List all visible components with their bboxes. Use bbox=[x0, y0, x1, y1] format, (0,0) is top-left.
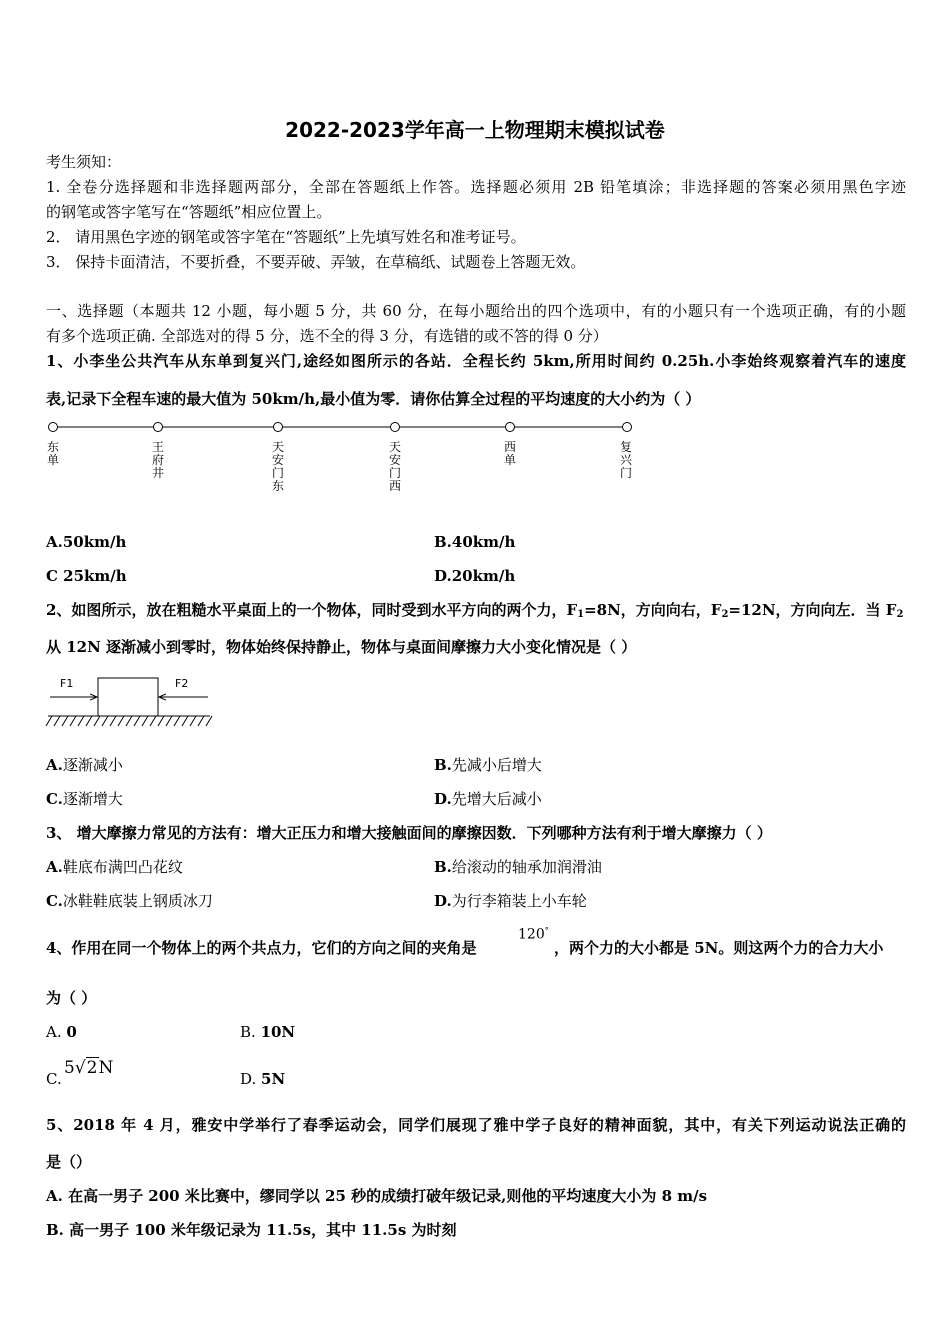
q2-stem-line-2: 从 12N 逐渐减小到零时，物体始终保持静止，物体与桌面间摩擦力大小变化情况是（ ） bbox=[46, 638, 637, 656]
station-label-dongdan: 东单 bbox=[47, 440, 60, 467]
q4-option-a: A. 0 bbox=[46, 1023, 77, 1041]
station-label-tiananmen-west: 天安门西 bbox=[389, 440, 402, 493]
q1-option-d: D.20km/h bbox=[434, 567, 516, 585]
station-label-fuxingmen: 复兴门 bbox=[620, 440, 633, 480]
station-marker bbox=[154, 423, 163, 432]
section-heading-line-1: 一、选择题（本题共 12 小题，每小题 5 分，共 60 分，在每小题给出的四个选项中，有的小题只有一个选项正确，有的小题 bbox=[46, 302, 906, 320]
q5-stem-line-2: 是（） bbox=[46, 1153, 92, 1171]
q4-stem-line-1-start: 4、作用在同一个物体上的两个共点力，它们的方向之间的夹角是 bbox=[46, 939, 477, 957]
station-marker bbox=[391, 423, 400, 432]
q5-stem-line-1: 5、2018 年 4 月，雅安中学举行了春季运动会，同学们展现了雅中学子良好的精神面貌，其中，有关下列运动说法正确的 bbox=[46, 1116, 906, 1134]
notice-item-3: 3． 保持卡面清洁，不要折叠，不要弄破、弄皱，在草稿纸、试题卷上答题无效。 bbox=[46, 253, 586, 271]
q1-stem-line-2: 表,记录下全程车速的最大值为 50km/h,最小值为零．请你估算全过程的平均速度的大小约为（ ） bbox=[46, 390, 701, 408]
station-marker bbox=[274, 423, 283, 432]
q4-option-d: D. 5N bbox=[240, 1070, 286, 1088]
force-f2-label: F2 bbox=[175, 677, 189, 690]
q2-option-d: D.先增大后减小 bbox=[434, 790, 542, 808]
q4-option-c-value: 5√2N bbox=[64, 1058, 114, 1078]
q4-option-b: B. 10N bbox=[240, 1023, 296, 1041]
q3-stem: 3、 增大摩擦力常见的方法有：增大正压力和增大接触面间的摩擦因数．下列哪种方法有利于增大摩擦力（ ） bbox=[46, 824, 772, 842]
station-label-tiananmen-east: 天安门东 bbox=[272, 440, 285, 493]
q2-option-a: A.逐渐减小 bbox=[46, 756, 123, 774]
station-label-xidan: 西单 bbox=[504, 440, 517, 467]
station-marker bbox=[623, 423, 632, 432]
q4-angle: 120° bbox=[518, 926, 549, 943]
notice-item-2: 2． 请用黑色字迹的钢笔或答字笔在“答题纸”上先填写姓名和准考证号。 bbox=[46, 228, 526, 246]
block-body bbox=[98, 678, 158, 716]
notice-heading: 考生须知： bbox=[46, 153, 122, 171]
ground-hatching bbox=[46, 716, 212, 726]
q2-option-c: C.逐渐增大 bbox=[46, 790, 123, 808]
sqrt-symbol: √ bbox=[74, 1058, 86, 1078]
notice-item-1-line-2: 的钢笔或答字笔写在“答题纸”相应位置上。 bbox=[46, 203, 332, 221]
q1-option-b: B.40km/h bbox=[434, 533, 516, 551]
q3-option-d: D.为行李箱装上小车轮 bbox=[434, 892, 587, 910]
q1-stem-line-1: 1、小李坐公共汽车从东单到复兴门,途经如图所示的各站．全程长约 5km,所用时间约 0.25h.小李始终观察着汽车的速度 bbox=[46, 352, 906, 370]
q5-option-b: B. 高一男子 100 米年级记录为 11.5s，其中 11.5s 为时刻 bbox=[46, 1221, 457, 1239]
station-marker bbox=[506, 423, 515, 432]
q3-option-b: B.给滚动的轴承加润滑油 bbox=[434, 858, 602, 876]
station-label-wangfujing: 王府井 bbox=[152, 440, 165, 480]
q5-option-a: A. 在高一男子 200 米比赛中，缪同学以 25 秒的成绩打破年级记录,则他的平均速度大小为 8 m/s bbox=[46, 1187, 708, 1205]
q3-option-a: A.鞋底布满凹凸花纹 bbox=[46, 858, 183, 876]
station-marker bbox=[49, 423, 58, 432]
q4-option-c-label: C. bbox=[46, 1070, 62, 1088]
notice-item-1-line-1: 1. 全卷分选择题和非选择题两部分，全部在答题纸上作答。选择题必须用 2B 铅笔填涂；非选择题的答案必须用黑色字迹 bbox=[46, 178, 906, 196]
section-heading-line-2: 有多个选项正确. 全部选对的得 5 分，选不全的得 3 分，有选错的或不答的得 0 分） bbox=[46, 327, 608, 345]
q4-stem-line-1-end: ，两个力的大小都是 5N。则这两个力的合力大小 bbox=[554, 939, 884, 957]
q2-option-b: B.先减小后增大 bbox=[434, 756, 542, 774]
route-diagram bbox=[40, 415, 650, 505]
q3-option-c: C.冰鞋鞋底装上钢质冰刀 bbox=[46, 892, 213, 910]
q1-option-c: C 25km/h bbox=[46, 567, 127, 585]
q1-option-a: A.50km/h bbox=[46, 533, 127, 551]
q4-stem-line-2: 为（ ） bbox=[46, 989, 97, 1007]
q2-stem-line-1: 2、如图所示，放在粗糙水平桌面上的一个物体，同时受到水平方向的两个力，$F_1=8N$，方向向右，$F_2=12N$，方向向左．当 $F_2$ bbox=[46, 601, 904, 620]
page-title: 2022-2023学年高一上物理期末模拟试卷 bbox=[285, 118, 665, 142]
force-f1-label: F1 bbox=[60, 677, 74, 690]
